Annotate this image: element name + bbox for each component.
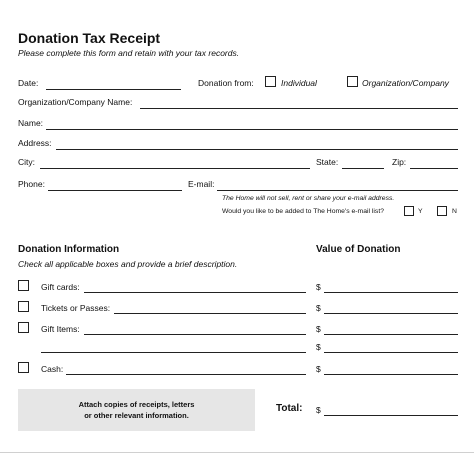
- email-list-no-checkbox[interactable]: [437, 206, 447, 216]
- zip-field[interactable]: [410, 168, 458, 169]
- city-field[interactable]: [40, 168, 310, 169]
- gift-items-description[interactable]: [84, 334, 306, 335]
- cash-label: Cash:: [41, 364, 64, 374]
- cash-currency: $: [316, 364, 321, 374]
- state-field[interactable]: [342, 168, 384, 169]
- organization-name-field[interactable]: [140, 108, 458, 109]
- phone-field[interactable]: [48, 190, 182, 191]
- tickets-currency: $: [316, 303, 321, 313]
- gift-items-currency: $: [316, 324, 321, 334]
- total-value[interactable]: [324, 415, 458, 416]
- address-label: Address:: [18, 138, 52, 148]
- tickets-checkbox[interactable]: [18, 301, 29, 312]
- gift-items-line2-currency: $: [316, 342, 321, 352]
- bottom-divider: [0, 452, 474, 453]
- gift-cards-value[interactable]: [324, 292, 458, 293]
- no-label: N: [452, 208, 457, 215]
- name-field[interactable]: [46, 129, 458, 130]
- gift-cards-description[interactable]: [84, 292, 306, 293]
- gift-cards-checkbox[interactable]: [18, 280, 29, 291]
- page-subtitle: Please complete this form and retain with your tax records.: [18, 48, 240, 58]
- gift-items-label: Gift Items:: [41, 324, 80, 334]
- date-field[interactable]: [46, 89, 181, 90]
- individual-checkbox[interactable]: [265, 76, 276, 87]
- gift-cards-label: Gift cards:: [41, 282, 80, 292]
- organization-name-label: Organization/Company Name:: [18, 97, 133, 107]
- zip-label: Zip:: [392, 157, 407, 167]
- value-heading: Value of Donation: [316, 244, 401, 255]
- gift-items-checkbox[interactable]: [18, 322, 29, 333]
- organization-checkbox[interactable]: [347, 76, 358, 87]
- gift-cards-currency: $: [316, 282, 321, 292]
- tickets-description[interactable]: [114, 313, 306, 314]
- privacy-note: The Home will not sell, rent or share your e-mail address.: [222, 195, 395, 202]
- email-list-yes-checkbox[interactable]: [404, 206, 414, 216]
- donation-from-label: Donation from:: [198, 78, 254, 88]
- donation-info-heading: Donation Information: [18, 244, 120, 255]
- name-label: Name:: [18, 118, 44, 128]
- gift-items-line2-value[interactable]: [324, 352, 458, 353]
- address-field[interactable]: [56, 149, 458, 150]
- attach-note-line1: Attach copies of receipts, letters: [78, 400, 195, 409]
- state-label: State:: [316, 157, 339, 167]
- yes-label: Y: [418, 208, 423, 215]
- email-label: E-mail:: [188, 179, 215, 189]
- attach-note-line2: or other relevant information.: [84, 411, 189, 420]
- organization-option-label: Organization/Company: [362, 78, 449, 88]
- total-currency: $: [316, 405, 321, 415]
- donation-instructions: Check all applicable boxes and provide a brief description.: [18, 259, 238, 269]
- phone-label: Phone:: [18, 179, 45, 189]
- date-label: Date:: [18, 78, 39, 88]
- email-list-question: Would you like to be added to The Home's e-mail list?: [222, 208, 384, 215]
- individual-label: Individual: [281, 78, 317, 88]
- gift-items-description-line2[interactable]: [41, 352, 306, 353]
- gift-items-value[interactable]: [324, 334, 458, 335]
- attach-note-box: [18, 389, 255, 431]
- cash-description[interactable]: [66, 374, 306, 375]
- city-label: City:: [18, 157, 35, 167]
- email-field[interactable]: [217, 190, 458, 191]
- total-label: Total:: [276, 403, 303, 414]
- cash-value[interactable]: [324, 374, 458, 375]
- tickets-label: Tickets or Passes:: [41, 303, 111, 313]
- tickets-value[interactable]: [324, 313, 458, 314]
- page-title: Donation Tax Receipt: [18, 30, 161, 46]
- cash-checkbox[interactable]: [18, 362, 29, 373]
